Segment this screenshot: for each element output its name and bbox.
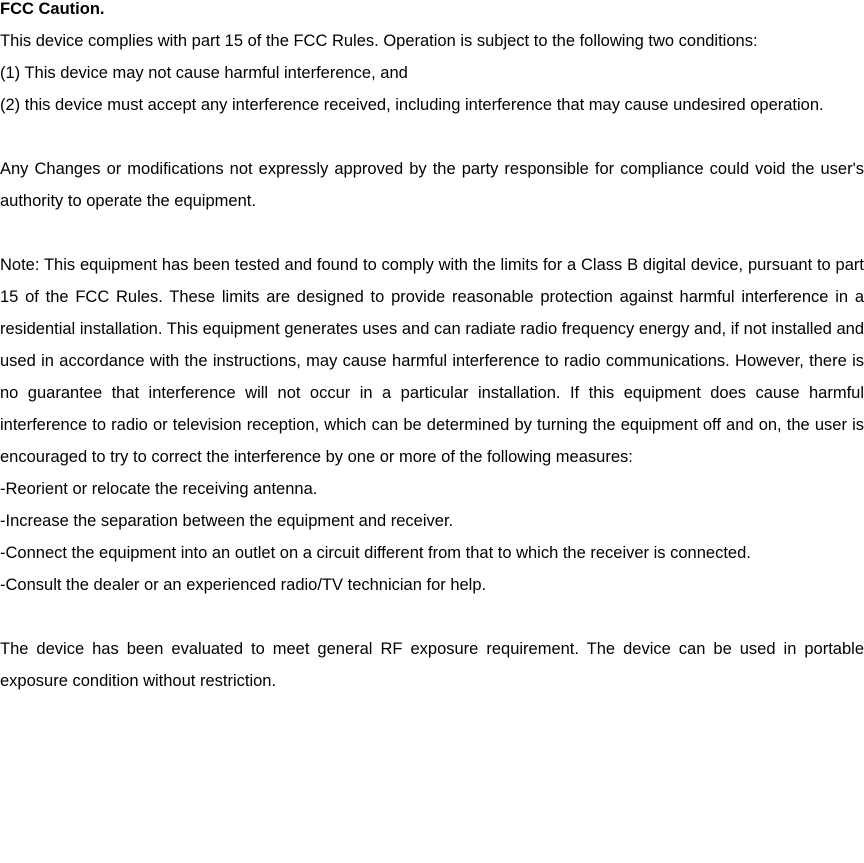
rf-exposure-paragraph: The device has been evaluated to meet general RF exposure requirement. The device can be used in portable exposure condition without restriction. — [0, 640, 864, 690]
measure-item: -Connect the equipment into an outlet on a circuit different from that to which the receiver is connected. — [0, 544, 751, 562]
changes-warning-paragraph: Any Changes or modifications not expressly approved by the party responsible for compliance could void the user's authority to operate the equipment. — [0, 160, 864, 210]
spacer — [0, 121, 864, 153]
condition-2: (2) this device must accept any interference received, including interference that may cause undesired operation. — [0, 96, 824, 114]
measure-item: -Consult the dealer or an experienced radio/TV technician for help. — [0, 576, 487, 594]
note-paragraph: Note: This equipment has been tested and found to comply with the limits for a Class B digital device, pursuant to part 15 of the FCC Rules. These limits are designed to provide reasonable protection against harmful interference in a residential installation. This equipment generates uses and can radiate radio frequency energy and, if not installed and used in accordance with the instructions, may cause harmful interference to radio communications. However, there is no guarantee that interference will not occur in a particular installation. If this equipment does cause harmful interference to radio or television reception, which can be determined by turning the equipment off and on, the user is encouraged to try to correct the interference by one or more of the following measures: — [0, 256, 864, 466]
measure-item: -Increase the separation between the equipment and receiver. — [0, 512, 454, 530]
document-title: FCC Caution. — [0, 0, 105, 18]
spacer — [0, 601, 864, 633]
document-body — [0, 25, 864, 697]
spacer — [0, 217, 864, 249]
measure-item: -Reorient or relocate the receiving antenna. — [0, 480, 318, 498]
condition-1: (1) This device may not cause harmful interference, and — [0, 64, 408, 82]
intro-paragraph: This device complies with part 15 of the FCC Rules. Operation is subject to the following two conditions: — [0, 32, 758, 50]
